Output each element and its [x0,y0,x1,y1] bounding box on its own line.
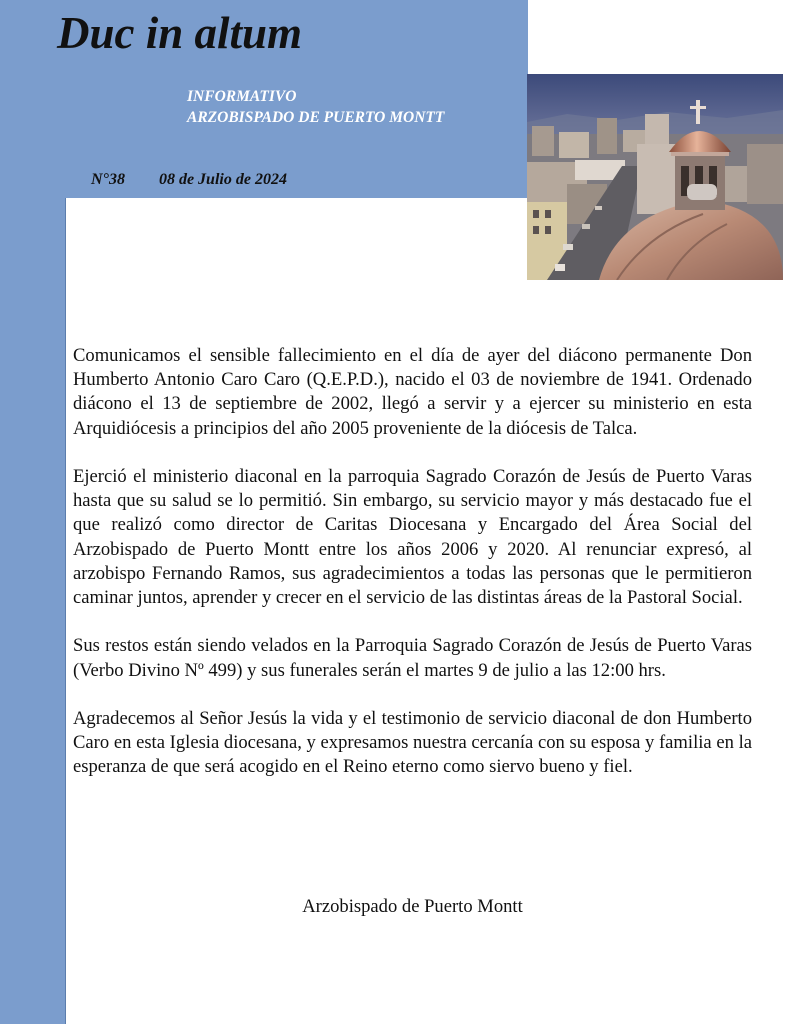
masthead-title: Duc in altum [57,8,303,58]
side-divider [65,198,66,1024]
newsletter-subtitle [187,86,444,128]
paragraph-4: Agradecemos al Señor Jesús la vida y el testimonio de servicio diaconal de don Humberto Caro en esta Iglesia diocesana, y expresamos nuestra cercanía con su esposa y familia en la esperanza de que será acogido en el Reino eterno como siervo bueno y fiel. [73,708,752,778]
paragraph-3: Sus restos están siendo velados en la Parroquia Sagrado Corazón de Jesús de Puerto Varas (Verbo Divino Nº 499) y sus funerales serán el martes 9 de julio a las 12:00 hrs. [73,635,752,681]
paragraph-2: Ejerció el ministerio diaconal en la parroquia Sagrado Corazón de Jesús de Puerto Varas hasta que su salud se lo permitió. Sin embargo, su servicio mayor y más destacado fue el que realizó como director de Caritas Diocesana y Encargado del Área Social del Arzobispado de Puerto Montt entre los años 2006 y 2020. Al renunciar expresó, al arzobispo Fernando Ramos, sus agradecimientos a todas las personas que le permitieron caminar juntos, aprender y crecer en el servicio de las distintas áreas de la Pastoral Social. [73,466,752,609]
subtitle-line-1: INFORMATIVO [187,88,297,105]
paragraph-1: Comunicamos el sensible fallecimiento en el día de ayer del diácono permanente Don Humberto Antonio Caro Caro (Q.E.P.D.), nacido el 03 de noviembre de 1941. Ordenado diácono el 13 de septiembre de 2002, llegó a servir y a ejercer su ministerio en esta Arquidiócesis a principios del año 2005 proveniente de la diócesis de Talca. [73,345,752,439]
signature: Arzobispado de Puerto Montt [302,896,523,917]
side-band [0,0,66,1024]
article-body [73,344,752,804]
cathedral-city-photo [527,74,783,280]
issue-line [91,171,287,189]
issue-date: 08 de Julio de 2024 [158,171,287,188]
issue-number: N°38 [91,171,125,188]
subtitle-line-2: ARZOBISPADO DE PUERTO MONTT [187,109,445,126]
